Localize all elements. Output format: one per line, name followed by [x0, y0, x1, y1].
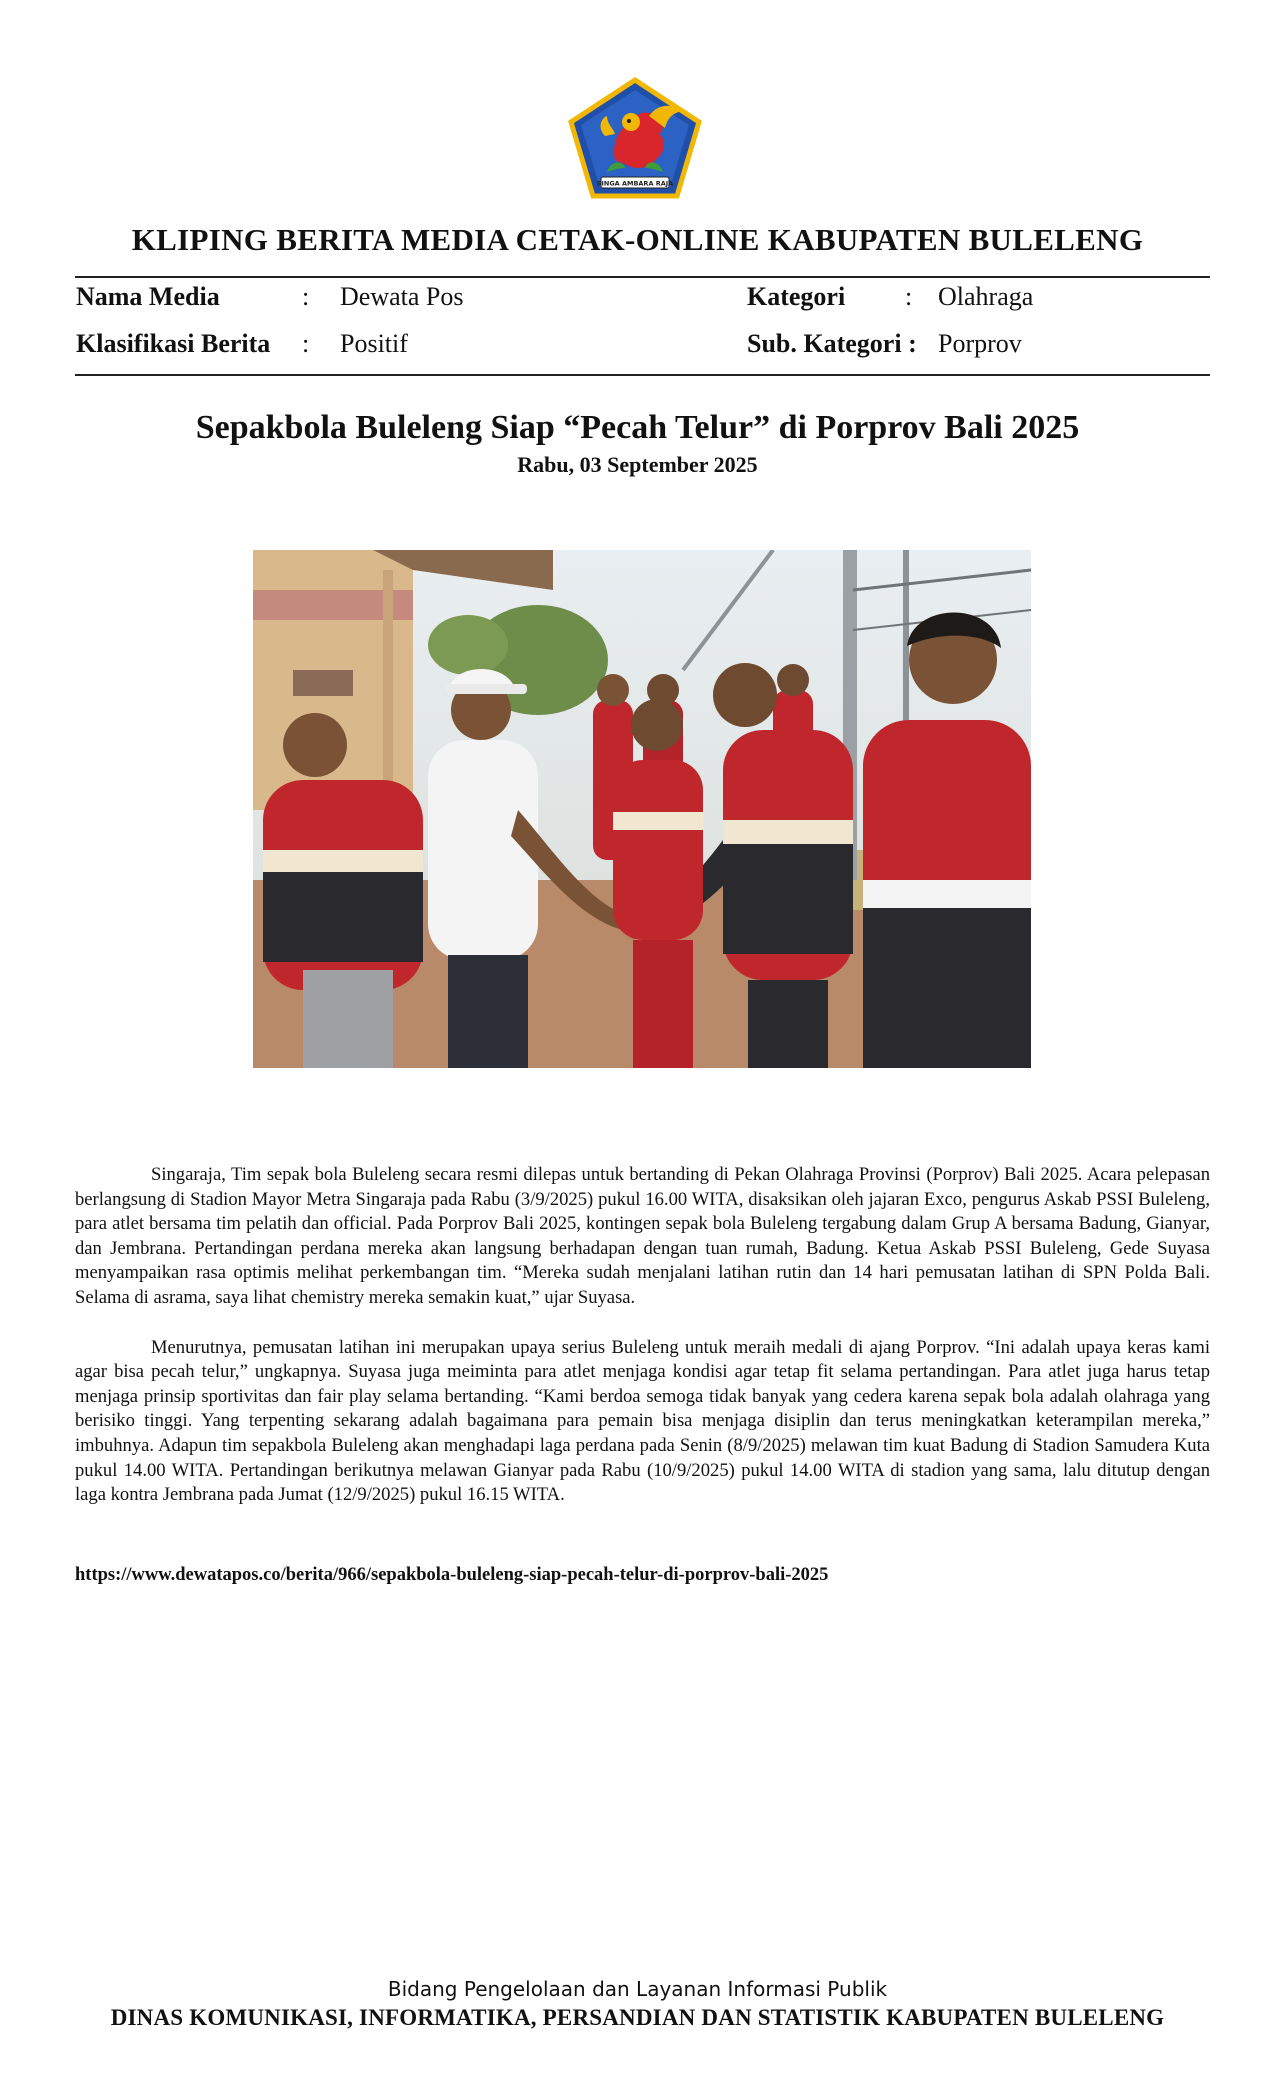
footer-unit: Bidang Pengelolaan dan Layanan Informasi Publik: [387, 1977, 888, 2001]
article-headline: Sepakbola Buleleng Siap “Pecah Telur” di Porprov Bali 2025: [195, 409, 1080, 446]
crest-motto: SINGA AMBARA RAJA: [596, 179, 674, 188]
classification-value: Positif: [340, 329, 408, 358]
media-colon: :: [302, 282, 310, 311]
category-colon: :: [905, 282, 913, 311]
header-rule-top: [75, 276, 1210, 278]
article-date: Rabu, 03 September 2025: [517, 452, 758, 477]
media-label: Nama Media: [76, 282, 220, 311]
news-photo: [253, 550, 1031, 1068]
meta-row-classification: [0, 329, 1275, 369]
classification-label: Klasifikasi Berita: [76, 329, 271, 358]
subcategory-label: Sub. Kategori :: [747, 329, 917, 358]
classification-colon: :: [302, 329, 310, 358]
buleleng-crest-icon: [567, 76, 703, 200]
footer-agency: DINAS KOMUNIKASI, INFORMATIKA, PERSANDIAN DAN STATISTIK KABUPATEN BULELENG: [110, 2005, 1165, 2030]
article-body: [75, 1163, 1210, 1533]
header-rule-bottom: [75, 374, 1210, 376]
category-value: Olahraga: [938, 282, 1034, 311]
news-photo-image: [253, 550, 1031, 1068]
subcategory-value: Porprov: [938, 329, 1022, 358]
article-paragraph-1: Singaraja, Tim sepak bola Buleleng secara resmi dilepas untuk bertanding di Pekan Olahraga Provinsi (Porprov) Bali 2025. Acara pelepasan berlangsung di Stadion Mayor Metra Singaraja pada Rabu (3/9/2025) pukul 16.00 WITA, disaksikan oleh jajaran Exco, pengurus Askab PSSI Buleleng, para atlet bersama tim pelatih dan official. Pada Porprov Bali 2025, kontingen sepak bola Buleleng tergabung dalam Grup A bersama Badung, Gianyar, dan Jembrana. Pertandingan perdana mereka akan langsung berhadapan dengan tuan rumah, Badung. Ketua Askab PSSI Buleleng, Gede Suyasa menyampaikan rasa optimis melihat perkembangan tim. “Mereka sudah menjalani latihan rutin dan 14 hari pemusatan latihan di SPN Polda Bali. Selama di asrama, saya lihat chemistry mereka semakin kuat,” ujar Suyasa.: [75, 1164, 1210, 1308]
buleleng-crest-logo: [567, 76, 703, 200]
clipping-title: KLIPING BERITA MEDIA CETAK-ONLINE KABUPATEN BULELENG: [131, 222, 1144, 257]
article-paragraph-2: Menurutnya, pemusatan latihan ini merupakan upaya serius Buleleng untuk meraih medali di ajang Porprov. “Ini adalah upaya keras kami agar bisa pecah telur,” ungkapnya. Suyasa juga meiminta para atlet menjaga kondisi agar tetap fit selama pertandingan. Para atlet juga harus tetap menjaga prinsip sportivitas dan fair play selama bertanding. “Kami berdoa semoga tidak banyak yang cedera karena sepak bola adalah olahraga yang berisiko tinggi. Yang terpenting sekarang adalah bagaimana para pemain bisa menjaga disiplin dan terus meningkatkan keterampilan mereka,” imbuhnya. Adapun tim sepakbola Buleleng akan menghadapi laga perdana pada Senin (8/9/2025) melawan tim kuat Badung di Stadion Samudera Kuta pukul 14.00 WITA. Pertandingan berikutnya melawan Gianyar pada Rabu (10/9/2025) pukul 14.00 WITA di stadion yang sama, lalu ditutup dengan laga kontra Jembrana pada Jumat (12/9/2025) pukul 16.15 WITA.: [75, 1336, 1210, 1506]
source-url-link[interactable]: https://www.dewatapos.co/berita/966/sepakbola-buleleng-siap-pecah-telur-di-porprov-bali-2025: [75, 1565, 829, 1585]
category-label: Kategori: [747, 282, 846, 311]
media-value: Dewata Pos: [340, 282, 464, 311]
meta-row-media: [0, 282, 1275, 322]
